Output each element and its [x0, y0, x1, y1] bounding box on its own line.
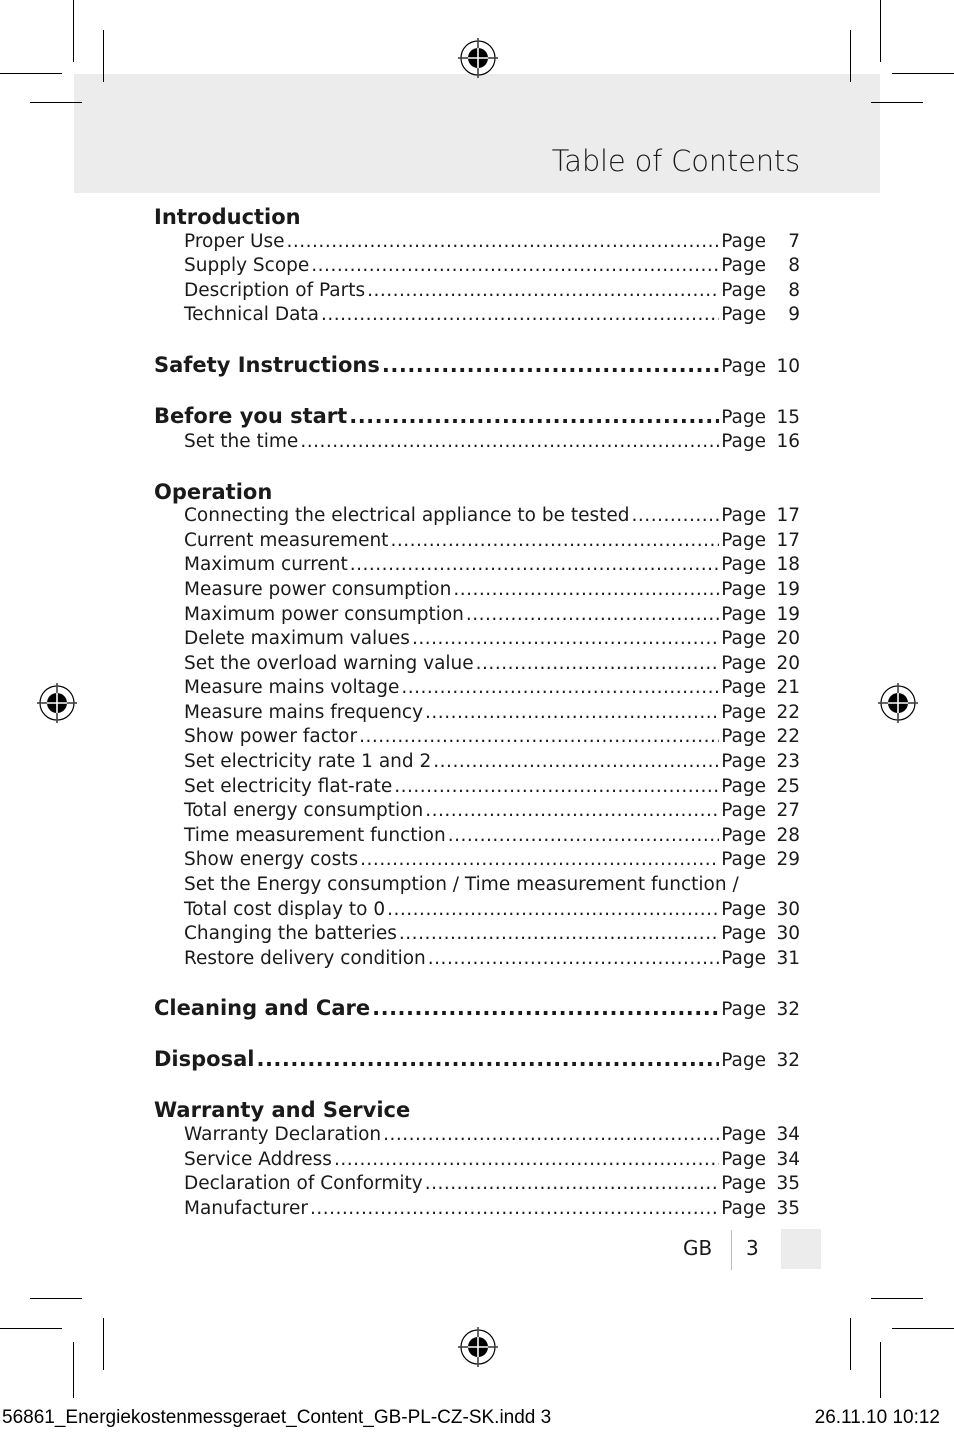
- toc-page-word: Page: [721, 947, 766, 969]
- toc-label: Maximum current: [184, 554, 348, 576]
- crop-mark: [0, 73, 62, 74]
- registration-mark-icon: [458, 1327, 498, 1367]
- toc-page-word: Page: [721, 505, 766, 527]
- toc-page-word: Page: [721, 849, 766, 871]
- toc-page-number: 19: [776, 603, 800, 625]
- crop-mark: [880, 0, 881, 62]
- toc-entry: [154, 553, 800, 578]
- toc-page-number: 27: [776, 800, 800, 822]
- toc-page-number: 16: [776, 431, 800, 453]
- toc-label: Introduction: [154, 205, 301, 229]
- toc-page-word: Page: [721, 255, 766, 277]
- toc-leader: [632, 504, 720, 529]
- toc-page-word: Page: [721, 1148, 766, 1170]
- toc-page-number: 19: [776, 578, 800, 600]
- toc-label: Declaration of Conformity: [184, 1173, 423, 1195]
- toc-entry: [154, 529, 800, 554]
- toc-label: Maximum power consumption: [184, 603, 464, 625]
- toc-label: Service Address: [184, 1148, 332, 1170]
- toc-page-word: Page: [721, 652, 766, 674]
- toc-entry: [154, 799, 800, 824]
- toc-page-word: Page: [721, 603, 766, 625]
- toc-leader: [311, 254, 719, 279]
- toc-page-word: Page: [721, 578, 766, 600]
- toc-page-number: 20: [776, 652, 800, 674]
- toc-leader: [428, 947, 719, 972]
- toc-page-number: 18: [776, 554, 800, 576]
- toc-page-number: 32: [776, 999, 800, 1020]
- toc-label: Warranty and Service: [154, 1098, 411, 1123]
- toc-page-number: 17: [776, 529, 800, 551]
- toc-page-number: 22: [776, 726, 800, 748]
- toc-entry: [154, 430, 800, 455]
- crop-mark: [73, 0, 74, 62]
- crop-mark: [30, 102, 82, 103]
- toc-page-number: 29: [776, 849, 800, 871]
- toc-spacer: [154, 1074, 800, 1099]
- toc-label: Connecting the electrical appliance to be tested: [184, 505, 630, 527]
- toc-label: Show power factor: [184, 726, 358, 748]
- toc-page-number: 9: [788, 304, 800, 326]
- toc-page-word: Page: [721, 1123, 766, 1145]
- toc-label: Measure mains frequency: [184, 701, 424, 723]
- registration-mark-icon: [458, 38, 498, 78]
- toc-label: Technical Data: [184, 304, 320, 326]
- toc-spacer: [154, 328, 800, 353]
- toc-page-word: Page: [721, 529, 766, 551]
- toc-label: Total cost display to 0: [184, 898, 386, 920]
- toc-leader: [425, 799, 719, 824]
- crop-mark: [103, 1318, 104, 1370]
- toc-page-number: 8: [788, 255, 800, 277]
- toc-leader: [300, 430, 719, 455]
- toc-page-number: 8: [788, 279, 800, 301]
- toc-page-word: Page: [721, 775, 766, 797]
- toc-entry: [154, 676, 800, 701]
- toc-leader: [350, 553, 719, 578]
- toc-entry: [154, 725, 800, 750]
- toc-page-word: Page: [721, 279, 766, 301]
- table-of-contents: [154, 205, 800, 1221]
- toc-label: Current measurement: [184, 529, 389, 551]
- toc-leader: [433, 750, 719, 775]
- toc-label: Changing the batteries: [184, 923, 397, 945]
- crop-mark: [880, 1342, 881, 1398]
- toc-label: Measure power consumption: [184, 578, 452, 600]
- toc-entry: [154, 873, 800, 898]
- toc-entry: [154, 303, 800, 328]
- crop-mark: [0, 1328, 62, 1329]
- page-title: Table of Contents: [551, 144, 800, 178]
- toc-page-number: 20: [776, 628, 800, 650]
- toc-page-number: 7: [788, 230, 800, 252]
- toc-page-word: Page: [721, 1173, 766, 1195]
- toc-leader: [425, 701, 719, 726]
- crop-mark: [871, 1298, 923, 1299]
- crop-mark: [850, 30, 851, 82]
- toc-label: Set electricity rate 1 and 2: [184, 751, 432, 773]
- toc-entry: [154, 1148, 800, 1173]
- toc-entry: [154, 254, 800, 279]
- toc-page-word: Page: [721, 999, 766, 1020]
- toc-spacer: [154, 455, 800, 480]
- slug-filename: 56861_Energiekostenmessgeraet_Content_GB-PL-CZ-SK.indd 3: [2, 1407, 552, 1428]
- toc-entry: [154, 922, 800, 947]
- toc-page-word: Page: [721, 824, 766, 846]
- toc-leader: [448, 824, 720, 849]
- toc-label: Safety Instructions: [154, 352, 380, 377]
- toc-entry: [154, 1197, 800, 1222]
- toc-page-word: Page: [721, 800, 766, 822]
- toc-section: [154, 1047, 800, 1074]
- toc-label: Time measurement function: [184, 824, 446, 846]
- toc-entry: [154, 750, 800, 775]
- toc-page-word: Page: [721, 406, 766, 428]
- toc-label: Restore delivery condition: [184, 947, 426, 969]
- toc-leader: [349, 404, 719, 429]
- toc-leader: [425, 1172, 720, 1197]
- toc-label: Total energy consumption: [184, 800, 424, 822]
- toc-entry: [154, 848, 800, 873]
- toc-label: Before you start: [154, 403, 348, 428]
- registration-mark-icon: [878, 683, 918, 723]
- toc-entry: [154, 652, 800, 677]
- toc-section: [154, 353, 800, 380]
- toc-section: [154, 996, 800, 1023]
- toc-section: [154, 404, 800, 431]
- toc-entry: [154, 578, 800, 603]
- toc-label: Delete maximum values: [184, 628, 410, 650]
- toc-leader: [453, 578, 719, 603]
- toc-leader: [476, 652, 720, 677]
- toc-page-number: 31: [776, 947, 800, 969]
- toc-page-word: Page: [721, 355, 766, 377]
- toc-leader: [383, 1123, 719, 1148]
- crop-mark: [892, 73, 954, 74]
- toc-entry: [154, 775, 800, 800]
- toc-entry: [154, 627, 800, 652]
- toc-page-word: Page: [721, 726, 766, 748]
- toc-label: Measure mains voltage: [184, 677, 400, 699]
- toc-page-number: 25: [776, 775, 800, 797]
- toc-label: Description of Parts: [184, 279, 366, 301]
- toc-page-number: 10: [776, 355, 800, 377]
- toc-label: Set the Energy consumption / Time measurement function /: [184, 874, 739, 896]
- toc-section: [154, 205, 800, 230]
- toc-page-word: Page: [721, 677, 766, 699]
- toc-label: Set the overload warning value: [184, 652, 474, 674]
- toc-page-word: Page: [721, 701, 766, 723]
- crop-mark: [850, 1318, 851, 1370]
- toc-page-number: 30: [776, 898, 800, 920]
- toc-leader: [360, 848, 719, 873]
- toc-leader: [401, 676, 719, 701]
- footer-page-number: 3: [746, 1236, 759, 1260]
- footer-tab: [781, 1229, 821, 1269]
- toc-page-number: 34: [776, 1123, 800, 1145]
- toc-entry: [154, 1172, 800, 1197]
- toc-label: Show energy costs: [184, 849, 359, 871]
- toc-leader: [334, 1148, 719, 1173]
- crop-mark: [73, 1342, 74, 1398]
- toc-label: Set the time: [184, 431, 299, 453]
- toc-leader: [399, 922, 719, 947]
- toc-page-word: Page: [721, 898, 766, 920]
- toc-label: Supply Scope: [184, 255, 310, 277]
- toc-entry: [154, 230, 800, 255]
- toc-page-word: Page: [721, 1197, 766, 1219]
- toc-label: Operation: [154, 479, 273, 504]
- toc-leader: [310, 1197, 719, 1222]
- toc-page-number: 30: [776, 923, 800, 945]
- crop-mark: [103, 30, 104, 82]
- toc-label: Warranty Declaration: [184, 1123, 382, 1145]
- toc-page-number: 17: [776, 505, 800, 527]
- toc-leader: [390, 529, 719, 554]
- toc-label: Cleaning and Care: [154, 996, 371, 1020]
- toc-label: Proper Use: [184, 230, 285, 252]
- toc-page-word: Page: [721, 923, 766, 945]
- toc-leader: [359, 725, 719, 750]
- toc-page-number: 21: [776, 677, 800, 699]
- toc-leader: [412, 627, 719, 652]
- toc-page-word: Page: [721, 230, 766, 252]
- toc-leader: [321, 303, 719, 328]
- toc-leader: [394, 775, 719, 800]
- toc-entry: [154, 824, 800, 849]
- toc-spacer: [154, 379, 800, 404]
- toc-entry: [154, 504, 800, 529]
- toc-page-number: 35: [776, 1197, 800, 1219]
- toc-spacer: [154, 971, 800, 996]
- footer-language: GB: [683, 1236, 713, 1260]
- toc-page-word: Page: [721, 304, 766, 326]
- toc-label: Manufacturer: [184, 1197, 308, 1219]
- toc-label: Set electricity flat-rate: [184, 775, 393, 797]
- toc-page-number: 32: [776, 1050, 800, 1072]
- toc-section: [154, 480, 800, 505]
- toc-page-word: Page: [721, 554, 766, 576]
- toc-entry: [154, 1123, 800, 1148]
- toc-leader: [367, 279, 719, 304]
- toc-leader: [372, 996, 719, 1021]
- toc-leader: [387, 898, 719, 923]
- toc-page-number: 22: [776, 701, 800, 723]
- toc-entry: [154, 701, 800, 726]
- toc-page-word: Page: [721, 628, 766, 650]
- toc-entry: [154, 279, 800, 304]
- toc-page-number: 35: [776, 1173, 800, 1195]
- crop-mark: [30, 1298, 82, 1299]
- toc-page-word: Page: [721, 751, 766, 773]
- toc-page-number: 34: [776, 1148, 800, 1170]
- toc-entry: [154, 947, 800, 972]
- toc-label: Disposal: [154, 1047, 255, 1072]
- toc-leader: [382, 353, 719, 378]
- registration-mark-icon: [37, 683, 77, 723]
- toc-entry: [154, 898, 800, 923]
- toc-page-word: Page: [721, 431, 766, 453]
- toc-leader: [256, 1047, 719, 1072]
- toc-entry: [154, 603, 800, 628]
- toc-page-number: 23: [776, 751, 800, 773]
- toc-leader: [466, 603, 719, 628]
- toc-leader: [287, 230, 720, 255]
- toc-section: [154, 1098, 800, 1123]
- crop-mark: [871, 102, 923, 103]
- toc-page-number: 15: [776, 406, 800, 428]
- slug-date: 26.11.10 10:12: [814, 1407, 940, 1428]
- toc-spacer: [154, 1023, 800, 1048]
- toc-page-word: Page: [721, 1050, 766, 1072]
- footer-divider: [731, 1230, 732, 1270]
- crop-mark: [892, 1328, 954, 1329]
- toc-page-number: 28: [776, 824, 800, 846]
